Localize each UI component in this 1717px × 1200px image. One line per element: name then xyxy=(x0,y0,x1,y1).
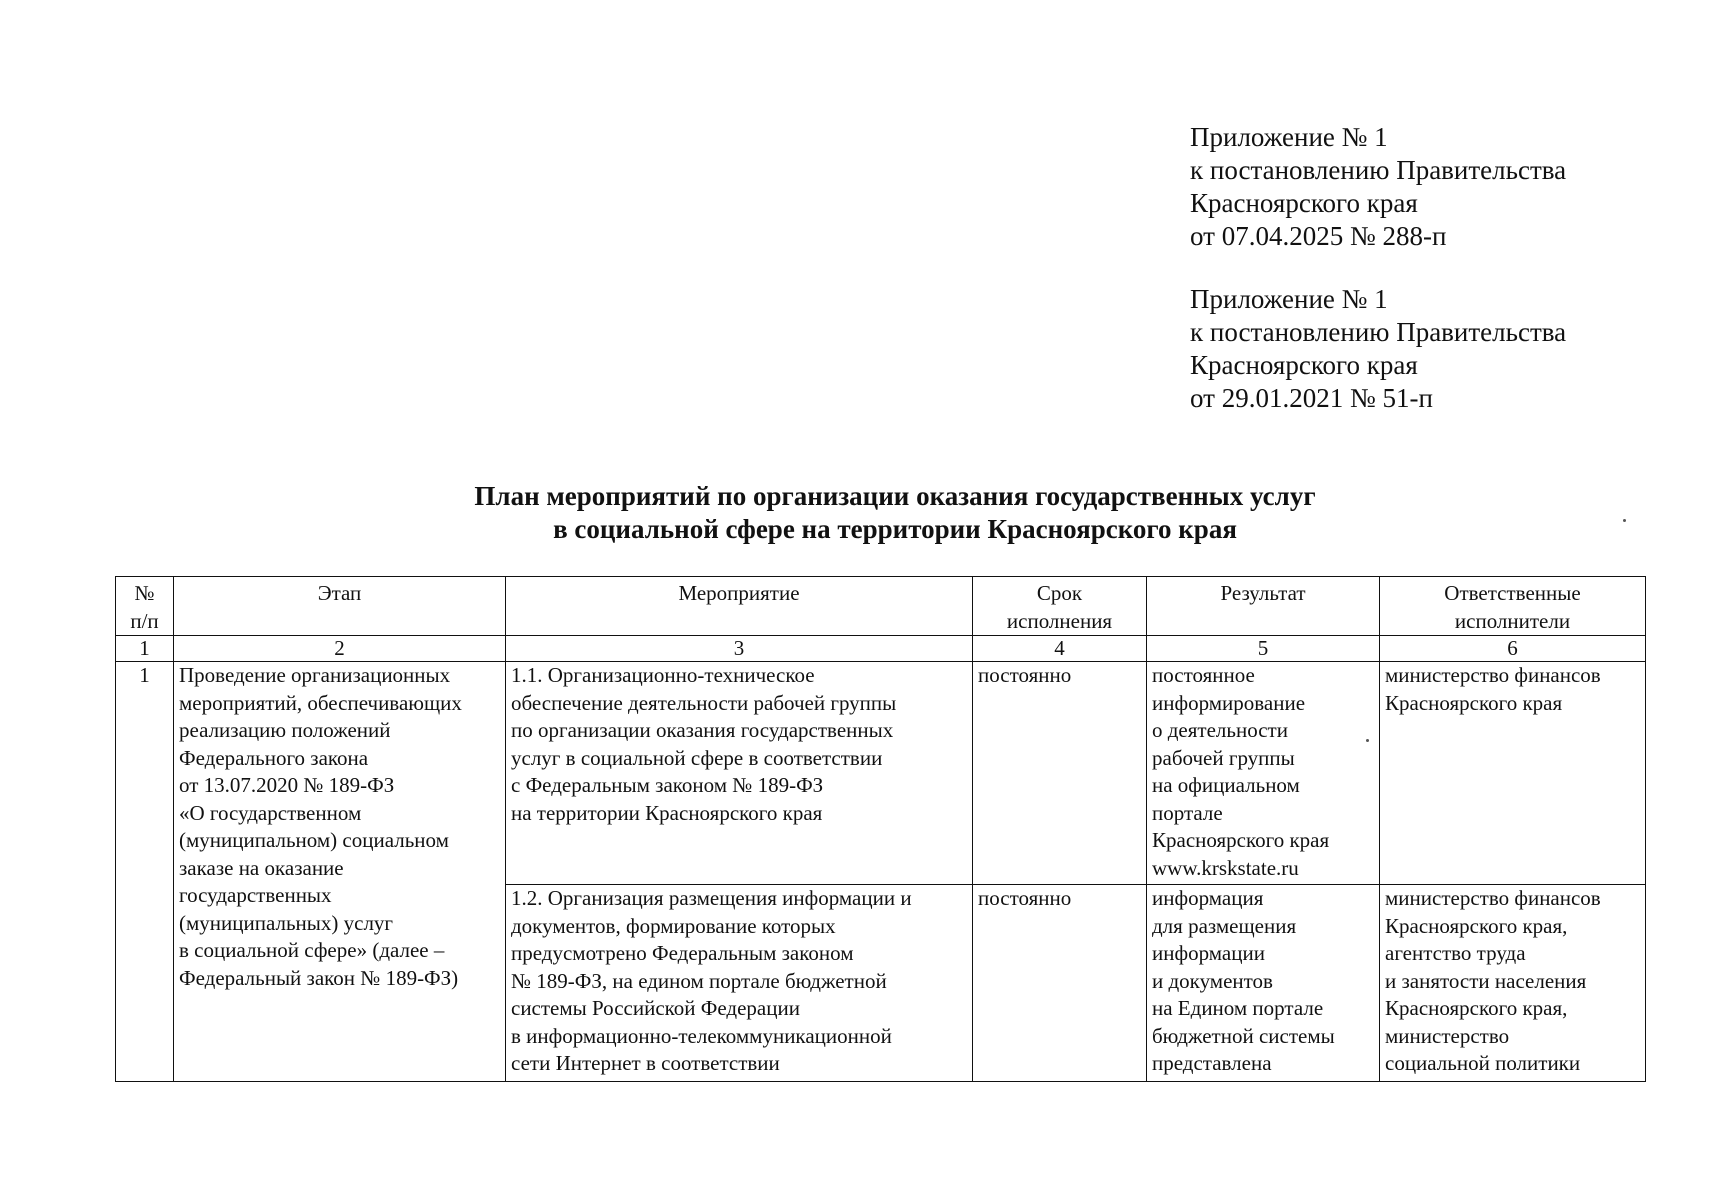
stage-line: (муниципальном) социальном xyxy=(179,828,449,852)
stage-line: Проведение организационных xyxy=(179,663,451,687)
appendix-line: Приложение № 1 xyxy=(1190,284,1388,314)
result-line: и документов xyxy=(1152,968,1273,993)
header-deadline xyxy=(973,577,1147,636)
document-title xyxy=(0,480,1717,546)
column-number: 5 xyxy=(1147,636,1380,662)
column-number: 1 xyxy=(116,636,174,662)
header-stage: Этап xyxy=(174,577,506,636)
result-line: для размещения xyxy=(1152,913,1297,938)
responsible-line: социальной политики xyxy=(1385,1051,1581,1075)
header-num xyxy=(116,577,174,636)
row-number: 1 xyxy=(116,662,174,1082)
stage-cell xyxy=(174,662,506,1082)
responsible-line: Красноярского края, xyxy=(1385,913,1568,938)
header-result: Результат xyxy=(1147,577,1380,636)
activity-line: на территории Красноярского края xyxy=(511,800,823,825)
header-responsible-line: исполнители xyxy=(1454,608,1571,633)
activity-line: документов, формирование которых xyxy=(511,913,836,938)
result-line: портале xyxy=(1152,800,1223,825)
header-responsible xyxy=(1380,577,1646,636)
appendix-line: к постановлению Правительства xyxy=(1190,317,1567,347)
appendix-line: к постановлению Правительства xyxy=(1190,155,1567,185)
responsible-cell xyxy=(1380,885,1646,1082)
column-number: 6 xyxy=(1380,636,1646,662)
activity-line: предусмотрено Федеральным законом xyxy=(511,941,854,965)
result-cell xyxy=(1147,885,1380,1082)
activity-line: в информационно-телекоммуникационной xyxy=(511,1023,892,1048)
header-deadline-line: Срок xyxy=(1036,581,1083,605)
stage-line: Федеральный закон № 189-ФЗ) xyxy=(179,965,459,990)
stage-line: реализацию положений xyxy=(179,718,391,742)
responsible-line: министерство финансов xyxy=(1385,663,1601,687)
activity-line: услуг в социальной сфере в соответствии xyxy=(511,745,883,770)
activity-cell xyxy=(506,885,973,1082)
stage-line: государственных xyxy=(179,883,332,907)
deadline-cell: постоянно xyxy=(973,885,1147,1082)
scan-speck xyxy=(1623,519,1626,522)
scan-speck xyxy=(1366,739,1369,742)
header-num-line: № xyxy=(134,581,155,605)
stage-line: (муниципальных) услуг xyxy=(179,910,394,935)
stage-line: в социальной сфере» (далее – xyxy=(179,938,445,962)
result-line: www.krskstate.ru xyxy=(1152,855,1299,880)
result-line: информации xyxy=(1152,941,1265,965)
column-number: 3 xyxy=(506,636,973,662)
appendix-line: от 29.01.2021 № 51-п xyxy=(1190,383,1433,413)
result-cell xyxy=(1147,662,1380,885)
activity-line: 1.2. Организация размещения информации и xyxy=(511,886,912,910)
appendix-header-previous xyxy=(1190,283,1566,415)
table-row xyxy=(116,662,1646,885)
result-line: Красноярского края xyxy=(1152,828,1330,852)
header-num-line: п/п xyxy=(130,608,159,633)
stage-line: заказе на оказание xyxy=(179,855,344,880)
responsible-cell xyxy=(1380,662,1646,885)
header-activity: Мероприятие xyxy=(506,577,973,636)
stage-line: от 13.07.2020 № 189-ФЗ xyxy=(179,773,395,797)
stage-line: Федерального закона xyxy=(179,745,369,770)
deadline-cell: постоянно xyxy=(973,662,1147,885)
activity-line: системы Российской Федерации xyxy=(511,996,800,1020)
appendix-header-current xyxy=(1190,121,1566,253)
result-line: информирование xyxy=(1152,690,1306,715)
column-numbers-row xyxy=(116,636,1646,662)
appendix-line: от 07.04.2025 № 288-п xyxy=(1190,221,1447,251)
activity-cell xyxy=(506,662,973,885)
appendix-line: Красноярского края xyxy=(1190,350,1418,380)
result-line: рабочей группы xyxy=(1152,745,1295,770)
stage-line: «О государственном xyxy=(179,800,362,825)
activity-line: сети Интернет в соответствии xyxy=(511,1051,780,1075)
stage-line: мероприятий, обеспечивающих xyxy=(179,690,462,715)
result-line: бюджетной системы xyxy=(1152,1023,1335,1048)
activity-line: с Федеральным законом № 189-ФЗ xyxy=(511,773,824,797)
activity-line: по организации оказания государственных xyxy=(511,718,894,742)
plan-table xyxy=(115,576,1646,1082)
header-deadline-line: исполнения xyxy=(1006,608,1113,633)
result-line: представлена xyxy=(1152,1051,1272,1075)
appendix-line: Красноярского края xyxy=(1190,188,1418,218)
responsible-line: Красноярского края, xyxy=(1385,996,1568,1020)
result-line: на Едином портале xyxy=(1152,996,1324,1020)
result-line: о деятельности xyxy=(1152,718,1288,742)
column-number: 4 xyxy=(973,636,1147,662)
responsible-line: министерство финансов xyxy=(1385,886,1601,910)
activity-line: № 189-ФЗ, на едином портале бюджетной xyxy=(511,968,887,993)
activity-line: 1.1. Организационно-техническое xyxy=(511,663,815,687)
result-line: информация xyxy=(1152,886,1264,910)
activity-line: обеспечение деятельности рабочей группы xyxy=(511,690,897,715)
appendix-line: Приложение № 1 xyxy=(1190,122,1388,152)
responsible-line: и занятости населения xyxy=(1385,968,1587,993)
title-line-1: План мероприятий по организации оказания государственных услуг xyxy=(474,481,1316,511)
header-responsible-line: Ответственные xyxy=(1444,581,1581,605)
responsible-line: министерство xyxy=(1385,1023,1510,1048)
table-header-row xyxy=(116,577,1646,636)
title-line-2: в социальной сфере на территории Красноярского края xyxy=(553,514,1237,544)
responsible-line: Красноярского края xyxy=(1385,690,1563,715)
result-line: на официальном xyxy=(1152,773,1300,797)
responsible-line: агентство труда xyxy=(1385,941,1526,965)
column-number: 2 xyxy=(174,636,506,662)
result-line: постоянное xyxy=(1152,663,1255,687)
